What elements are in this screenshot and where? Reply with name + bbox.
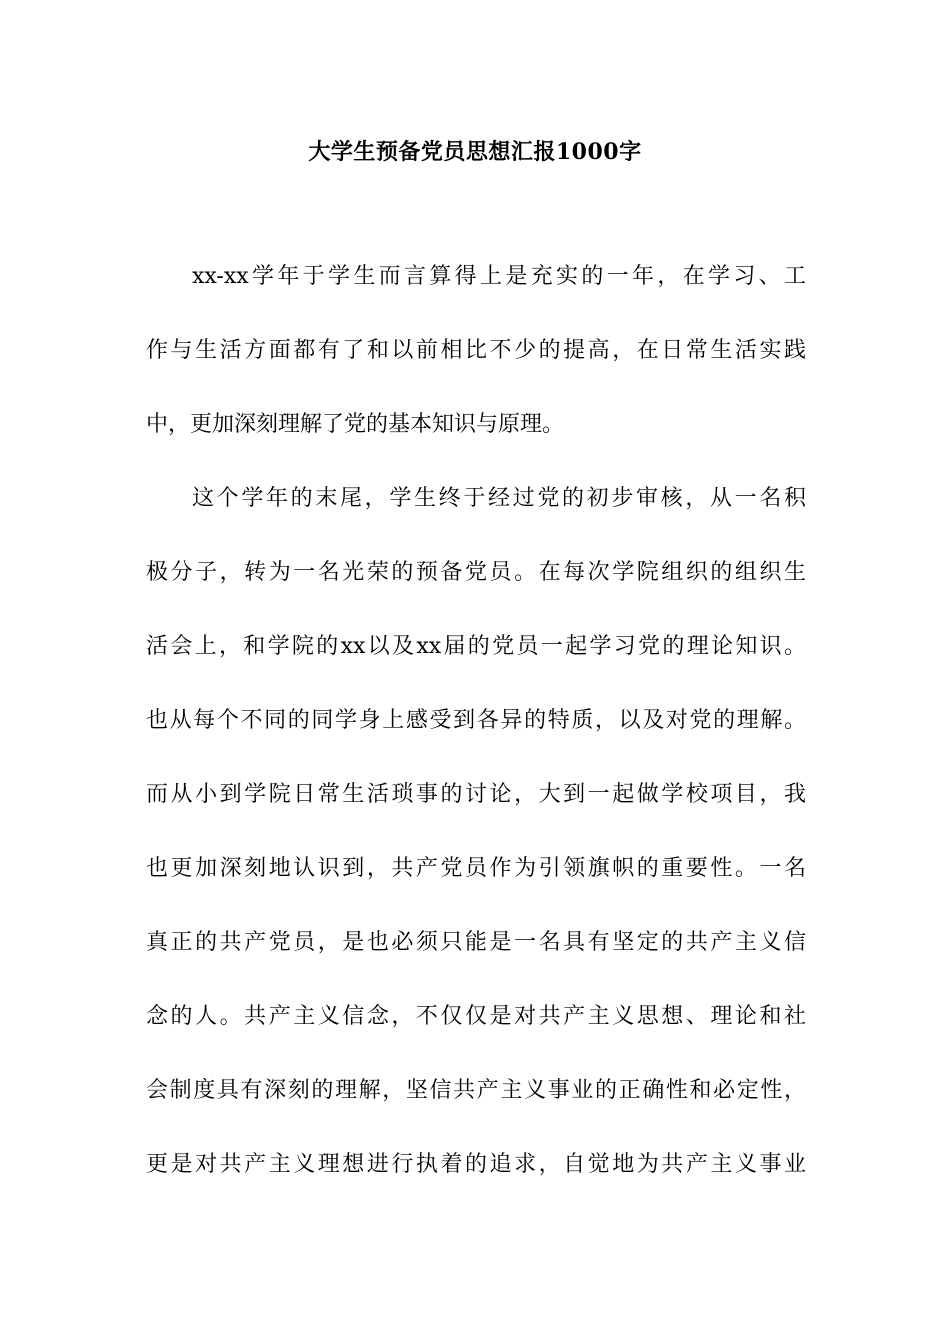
body-line: 也更加深刻地认识到，共产党员作为引领旗帜的重要性。一名 [146, 856, 806, 881]
body-line: 会制度具有深刻的理解，坚信共产主义事业的正确性和必定性， [146, 1078, 806, 1103]
body-line: xx-xx学年于学生而言算得上是充实的一年，在学习、工 [192, 264, 806, 289]
body-line: 更是对共产主义理想进行执着的追求，自觉地为共产主义事业 [146, 1152, 806, 1177]
document-title: 大学生预备党员思想汇报1000字 [308, 139, 642, 165]
body-line: 真正的共产党员，是也必须只能是一名具有坚定的共产主义信 [146, 930, 806, 955]
body-line: 这个学年的末尾，学生终于经过党的初步审核，从一名积 [192, 486, 806, 511]
body-line: 作与生活方面都有了和以前相比不少的提高，在日常生活实践 [146, 338, 806, 363]
document-body [146, 250, 806, 1212]
body-line: 念的人。共产主义信念，不仅仅是对共产主义思想、理论和社 [146, 1004, 806, 1029]
body-line: 极分子，转为一名光荣的预备党员。在每次学院组织的组织生 [146, 560, 806, 585]
body-line: 而从小到学院日常生活琐事的讨论，大到一起做学校项目，我 [146, 782, 806, 807]
body-line: 活会上，和学院的xx以及xx届的党员一起学习党的理论知识。 [146, 634, 806, 659]
body-line: 也从每个不同的同学身上感受到各异的特质，以及对党的理解。 [146, 708, 806, 733]
body-line: 中，更加深刻理解了党的基本知识与原理。 [146, 412, 565, 437]
